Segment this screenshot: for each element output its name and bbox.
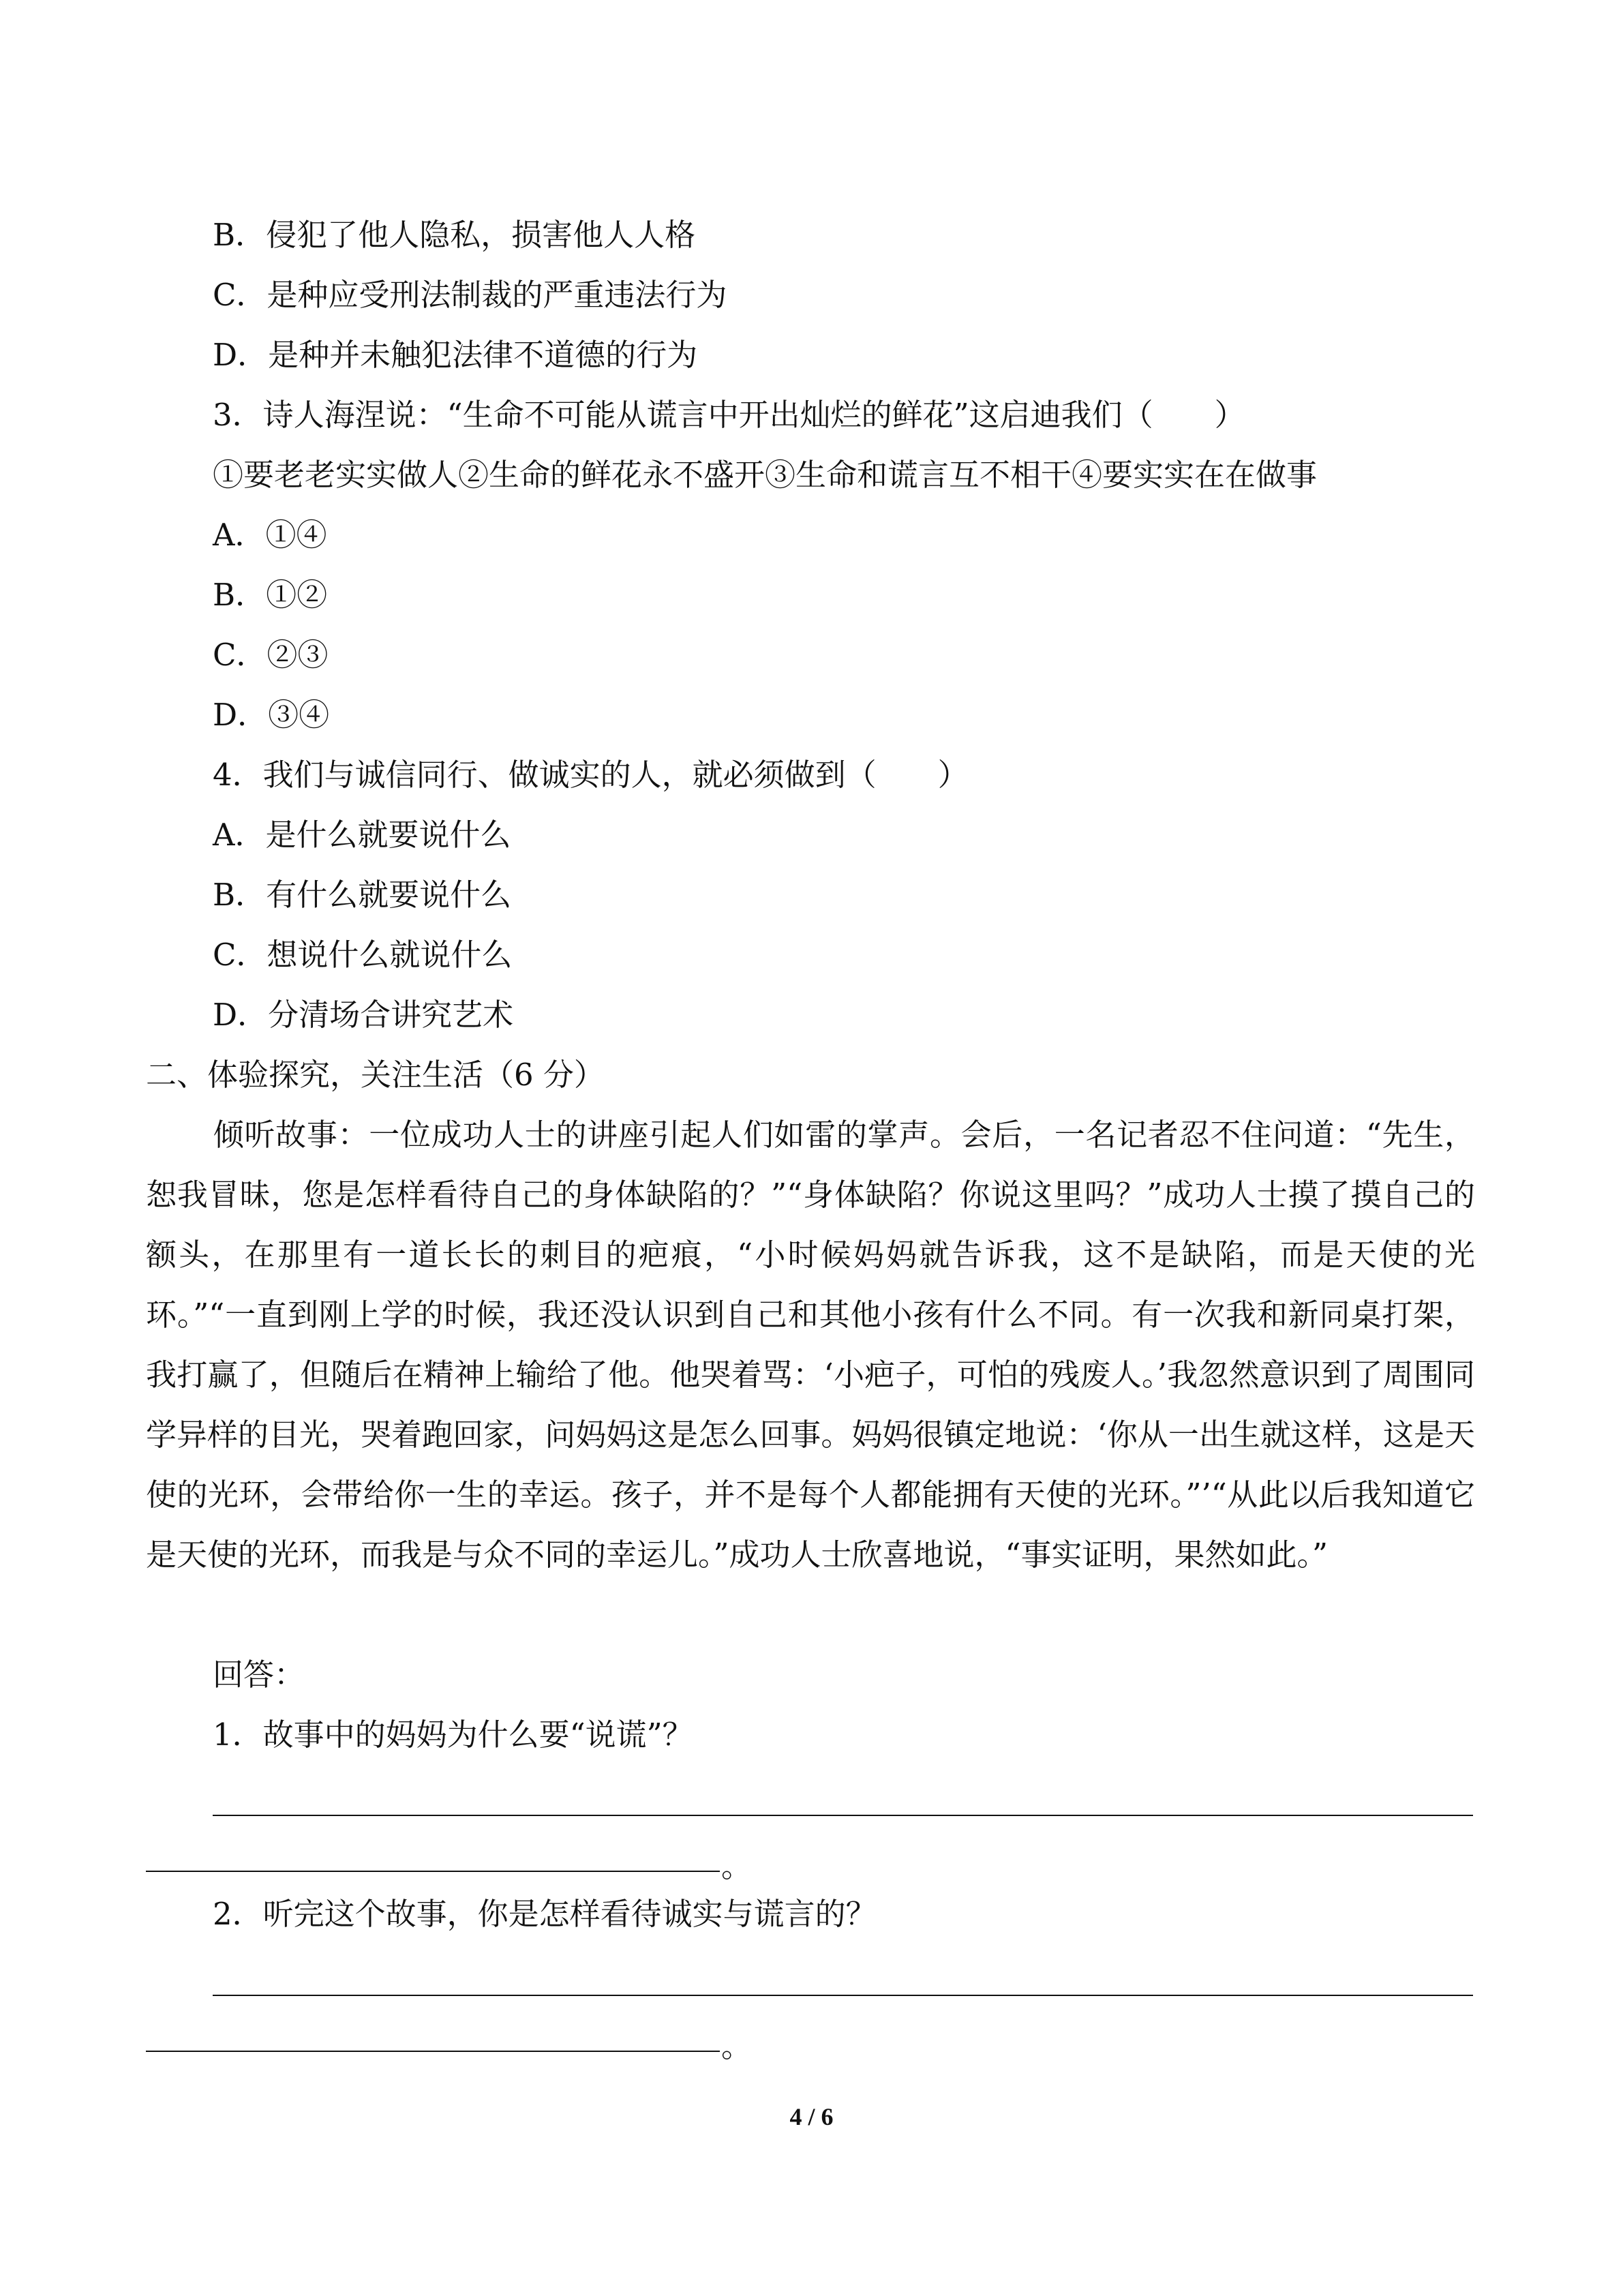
- story-paragraph: [146, 1105, 1475, 1585]
- q2-option-d: D．是种并未触犯法律不道德的行为: [213, 337, 698, 373]
- answer-line-2b[interactable]: [146, 2051, 720, 2052]
- q3-option-b: B．①②: [213, 577, 328, 613]
- q4-option-c: C．想说什么就说什么: [213, 937, 513, 973]
- answer-line-1b[interactable]: [146, 1871, 720, 1872]
- q4-stem: 4．我们与诚信同行、做诚实的人，就必须做到（ ）: [213, 757, 969, 793]
- q3-statements: ①要老老实实做人②生命的鲜花永不盛开③生命和谎言互不相干④要实实在在做事: [213, 457, 1318, 493]
- story-question-2: 2．听完这个故事，你是怎样看待诚实与谎言的？: [213, 1896, 877, 1932]
- q3-option-a: A．①④: [213, 517, 327, 553]
- answer-label: 回答：: [213, 1657, 305, 1693]
- q3-option-c: C．②③: [213, 637, 329, 673]
- page-number: 4 / 6: [789, 2103, 834, 2130]
- answer-line-2a[interactable]: [213, 1995, 1473, 1996]
- q2-option-b: B．侵犯了他人隐私，损害他人人格: [213, 217, 696, 253]
- section2-heading: 二、体验探究，关注生活（6 分）: [146, 1057, 605, 1093]
- q3-stem: 3．诗人海涅说：“生命不可能从谎言中开出灿烂的鲜花”这启迪我们（ ）: [213, 397, 1245, 433]
- story-question-1: 1．故事中的妈妈为什么要“说谎”？: [213, 1717, 693, 1753]
- q2-option-c: C．是种应受刑法制裁的严重违法行为: [213, 277, 727, 313]
- answer-1-period: 。: [721, 1848, 753, 1884]
- q4-option-a: A．是什么就要说什么: [213, 817, 511, 853]
- q3-option-d: D．③④: [213, 697, 330, 733]
- q4-option-b: B．有什么就要说什么: [213, 877, 512, 913]
- q4-option-d: D．分清场合讲究艺术: [213, 997, 514, 1033]
- answer-line-1a[interactable]: [213, 1815, 1473, 1816]
- answer-2-period: 。: [721, 2028, 753, 2064]
- story-text: 倾听故事：一位成功人士的讲座引起人们如雷的掌声。会后，一名记者忍不住问道：“先生，恕我冒昧，您是怎样看待自己的身体缺陷的？”“身体缺陷？你说这里吗？”成功人士摸了摸自己的额头，在那里有一道长长的刺目的疤痕，“小时候妈妈就告诉我，这不是缺陷，而是天使的光环。”“一直到刚上学的时候，我还没认识到自己和其他小孩有什么不同。有一次我和新同桌打架，我打赢了，但随后在精神上输给了他。他哭着骂：‘小疤子，可怕的残废人。’我忽然意识到了周围同学异样的目光，哭着跑回家，问妈妈这是怎么回事。妈妈很镇定地说：‘你从一出生就这样，这是天使的光环，会带给你一生的幸运。孩子，并不是每个人都能拥有天使的光环。”’“从此以后我知道它是天使的光环，而我是与众不同的幸运儿。”成功人士欣喜地说，“事实证明，果然如此。”: [146, 1117, 1475, 1573]
